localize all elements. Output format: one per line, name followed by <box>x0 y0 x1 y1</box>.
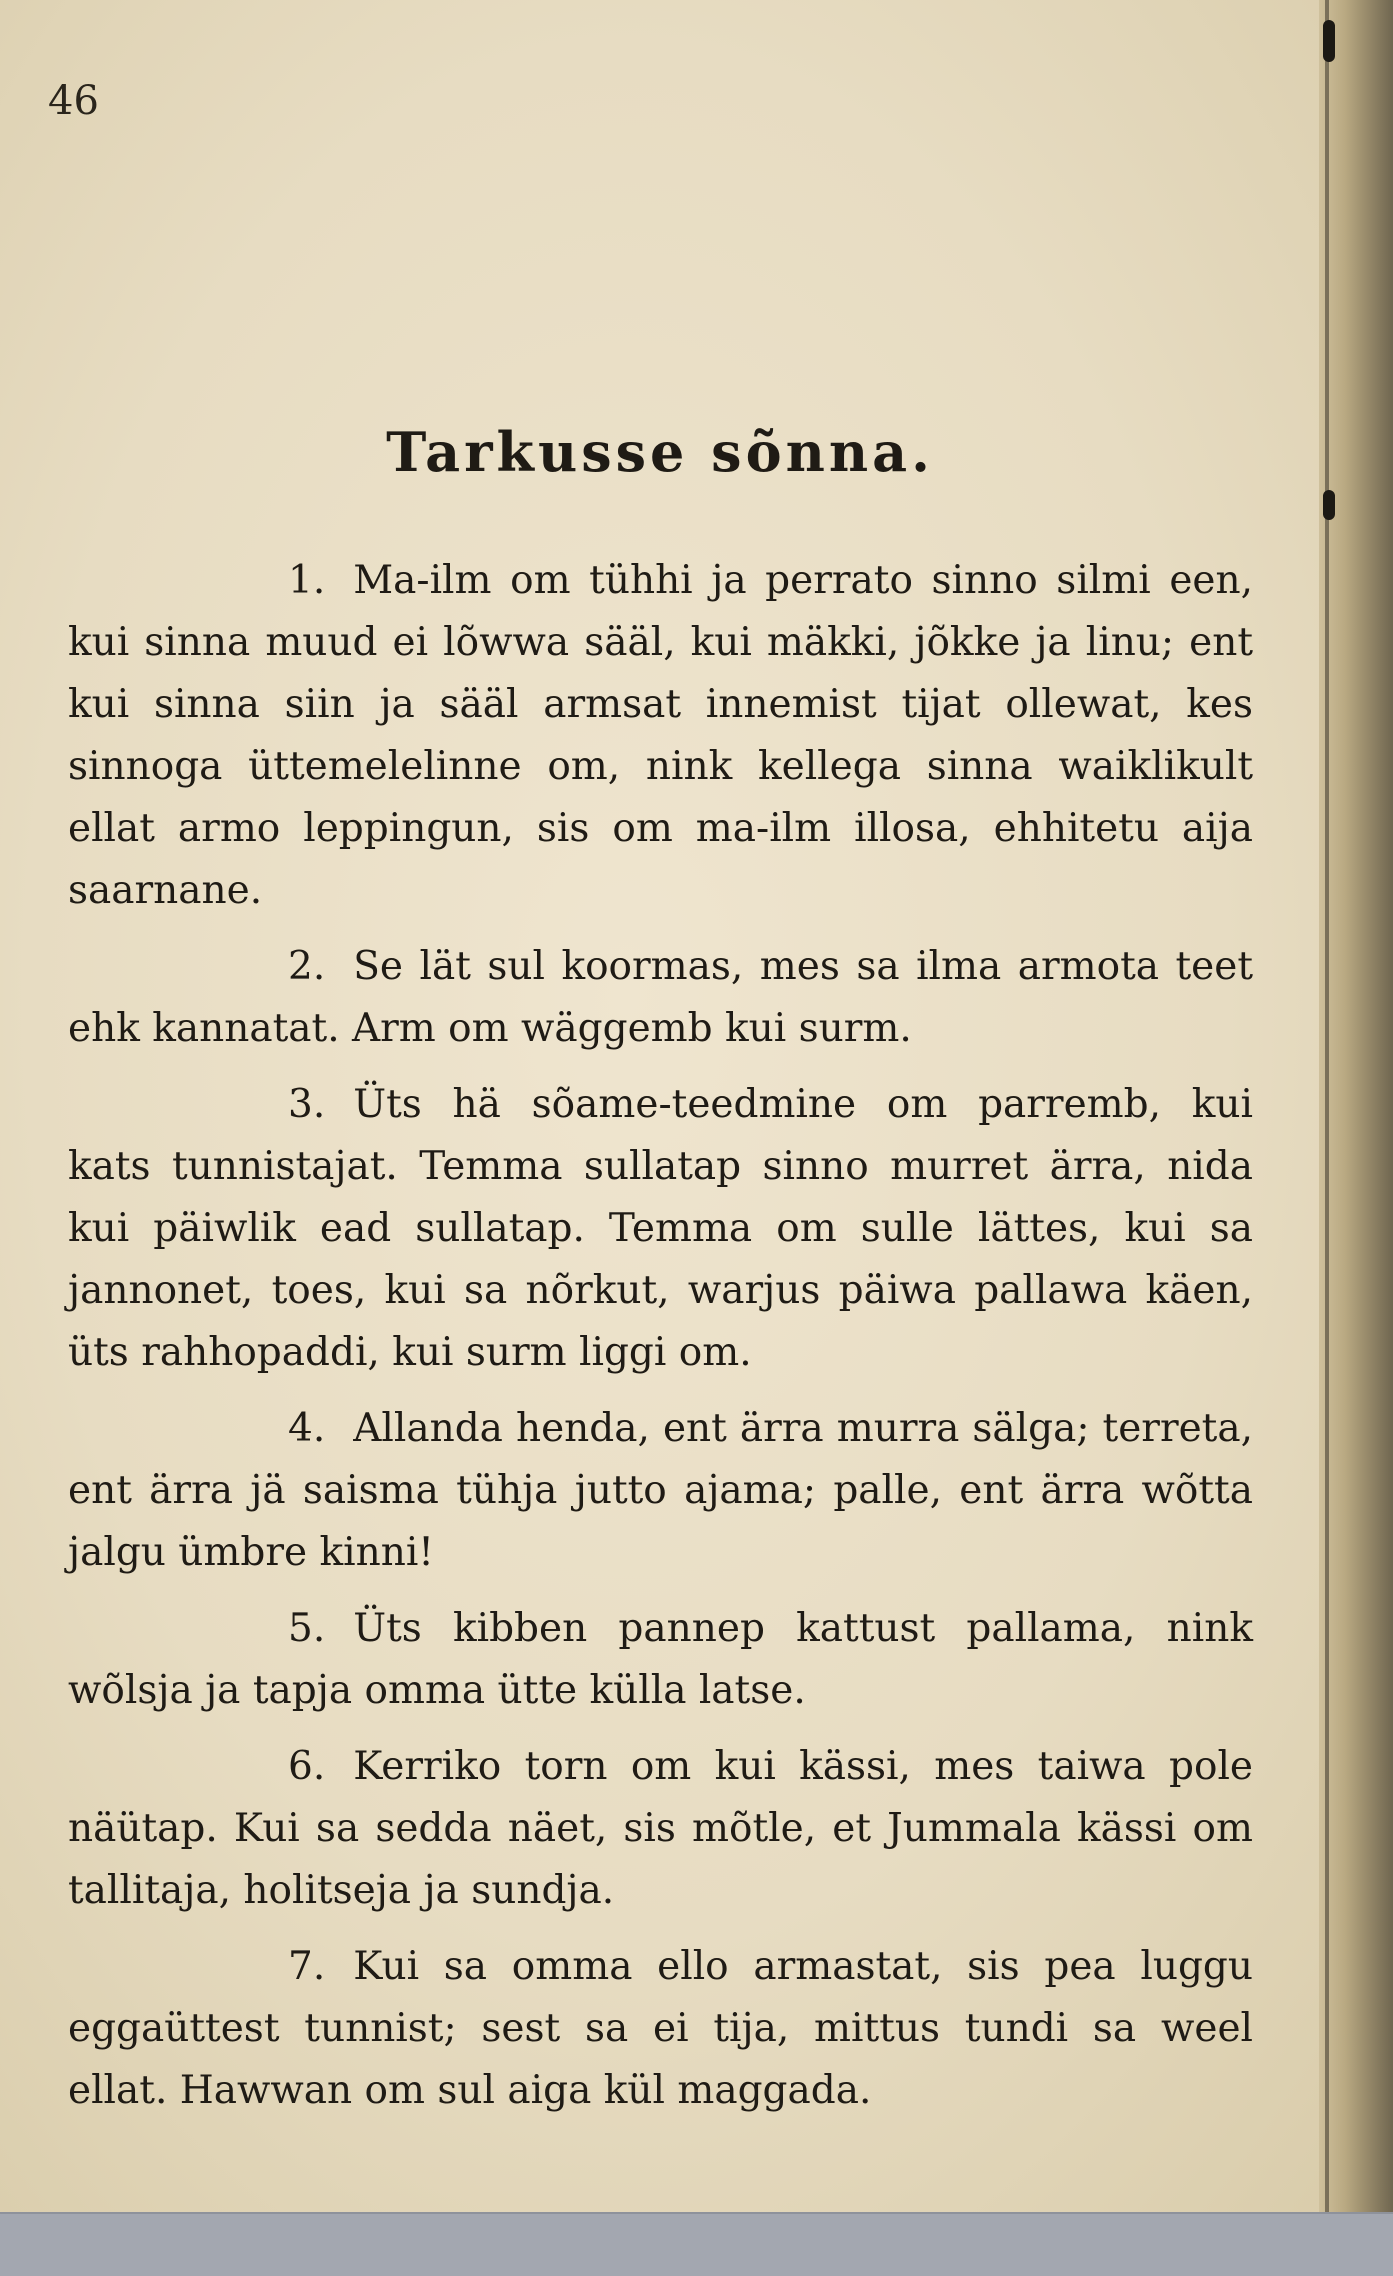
proverb-text: Kui sa omma ello armastat, sis pea luggu eggaüttest tunnist; sest sa ei tija, mittus tundi sa weel ellat. Hawwan om sul aiga kül maggada. <box>68 1944 1253 2113</box>
proverb-number: 4. <box>288 1406 326 1451</box>
binding-line <box>1325 0 1329 2212</box>
proverb-number: 3. <box>288 1082 326 1127</box>
proverb-number: 2. <box>288 944 326 989</box>
proverb-number: 1. <box>288 558 326 603</box>
proverb-text: Üts kibben pannep kattust pallama, nink wõlsja ja tapja omma ütte külla latse. <box>68 1606 1253 1713</box>
proverb-text: Kerriko torn om kui kässi, mes taiwa pole näütap. Kui sa sedda näet, sis mõtle, et Jummala kässi om tallitaja, holitseja ja sundja. <box>68 1744 1253 1913</box>
proverb-number: 7. <box>288 1944 326 1989</box>
page-gutter <box>1319 0 1393 2212</box>
proverb-list <box>68 550 1253 2136</box>
binding-mark <box>1323 20 1335 62</box>
proverb-item <box>68 1936 1253 2122</box>
proverb-item <box>68 550 1253 922</box>
proverb-text: Ma-ilm om tühhi ja perrato sinno silmi een, kui sinna muud ei lõwwa sääl, kui mäkki, jõkke ja linu; ent kui sinna siin ja sääl armsat innemist tijat ollewat, kes sinnoga üttemelelinne om, nink kellega sinna waiklikult ellat armo leppingun, sis om ma-ilm illosa, ehhitetu aija saarnane. <box>68 558 1253 913</box>
proverb-item <box>68 1736 1253 1922</box>
proverb-text: Üts hä sõame-teedmine om parremb, kui kats tunnistajat. Temma sullatap sinno murret ärra, nida kui päiwlik ead sullatap. Temma om sulle lättes, kui sa jannonet, toes, kui sa nõrkut, warjus päiwa pallawa käen, üts rahhopaddi, kui surm liggi om. <box>68 1082 1253 1375</box>
proverb-item <box>68 936 1253 1060</box>
proverb-item <box>68 1398 1253 1584</box>
proverb-item <box>68 1074 1253 1384</box>
proverb-text: Allanda henda, ent ärra murra sälga; terreta, ent ärra jä saisma tühja jutto ajama; palle, ent ärra wõtta jalgu ümbre kinni! <box>68 1406 1253 1575</box>
proverb-number: 5. <box>288 1606 326 1651</box>
page-title: Tarkusse sõnna. <box>386 420 934 484</box>
page-number: 46 <box>48 78 99 124</box>
proverb-text: Se lät sul koormas, mes sa ilma armota teet ehk kannatat. Arm om wäggemb kui surm. <box>68 944 1253 1051</box>
viewer-bottom-bar <box>0 2212 1393 2276</box>
binding-mark <box>1323 490 1335 520</box>
proverb-number: 6. <box>288 1744 326 1789</box>
proverb-item <box>68 1598 1253 1722</box>
